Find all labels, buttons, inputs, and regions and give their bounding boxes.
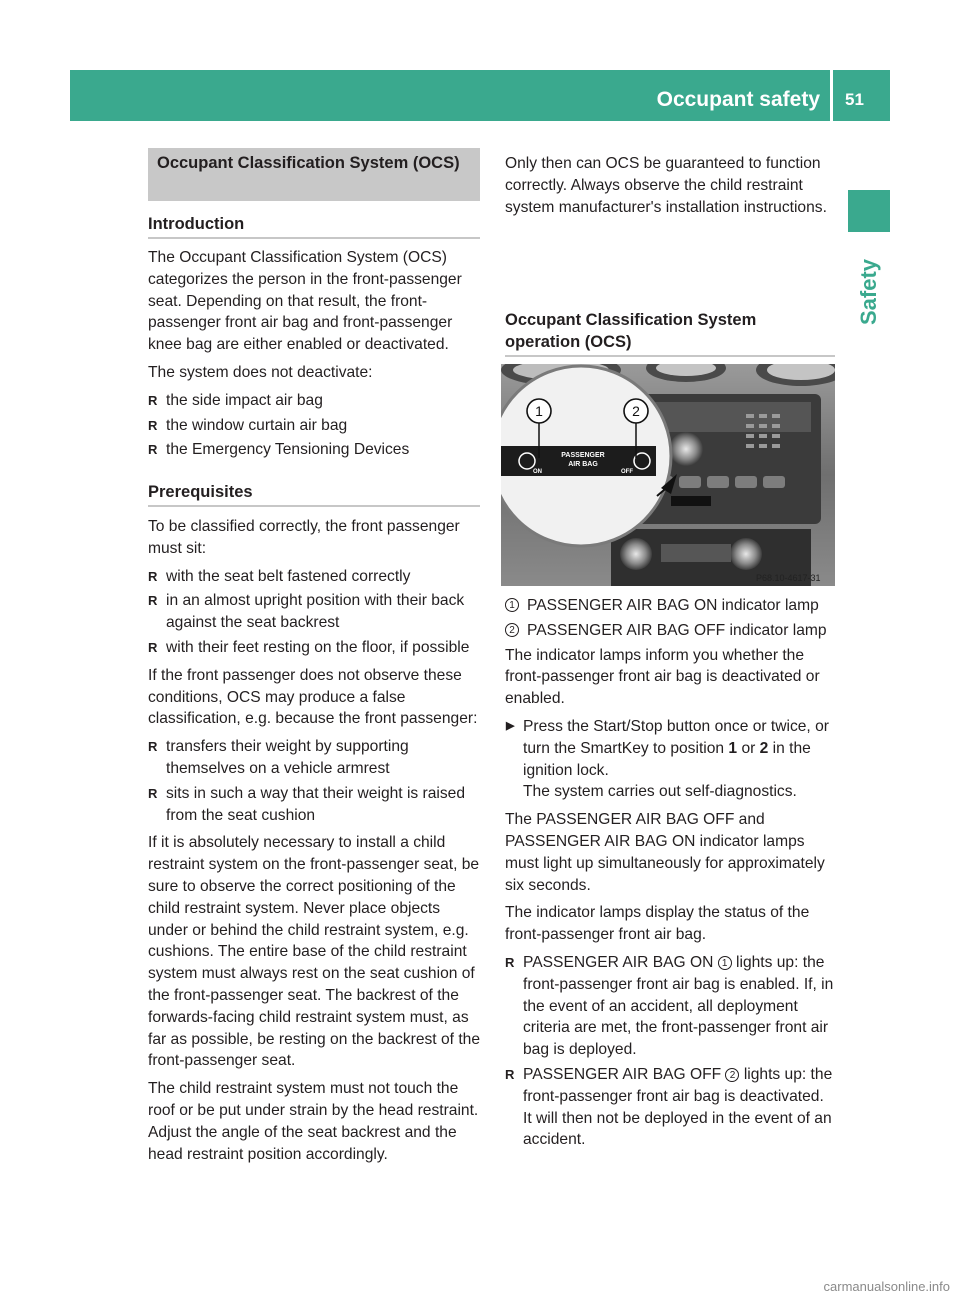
paragraph: The child restraint system must not touch the roof or be put under strain by the head restraint. Adjust the angle of the seat backrest and the head restraint position accordingly. (148, 1080, 479, 1163)
list-item: R transfers their weight by supporting themselves on a vehicle armrest (148, 738, 409, 777)
list-item: R the window curtain air bag (148, 415, 480, 437)
paragraph: The indicator lamps display the status of the front-passenger front air bag. (505, 904, 810, 944)
paragraph: To be classified correctly, the front passenger must sit: (148, 518, 460, 557)
step-item: ▶ Press the Start/Stop button once or twice, or turn the SmartKey to position 1 or 2 in the ignition lock. The system carries out self-diagnostics. (506, 717, 829, 801)
bullet-list (505, 952, 835, 1151)
bullet-icon: R (505, 954, 515, 970)
legend-item: 1 PASSENGER AIR BAG ON indicator lamp (505, 595, 835, 617)
list-item: R in an almost upright position with their back against the seat backrest (148, 592, 465, 632)
paragraph: The Occupant Classification System (OCS) categorizes the person in the front-passenger seat. Depending on that result, the front-passenger front air bag and front-passenger knee bag are either enabled or deactivated. (148, 249, 462, 354)
chapter-tab-label: Safety (856, 258, 881, 326)
step-arrow-icon: ▶ (506, 719, 515, 732)
bullet-icon: R (148, 568, 158, 584)
lamp-on-label: ON (533, 469, 542, 475)
image-code: P68.10-4617-31 (756, 573, 821, 583)
callout-2-icon: 2 (725, 1068, 739, 1082)
heading-prerequisites: Prerequisites (148, 483, 253, 501)
dashboard-photo (501, 364, 835, 586)
chapter-tab-marker (848, 190, 890, 232)
heading-introduction: Introduction (148, 215, 245, 233)
page-number: 51 (845, 90, 864, 109)
callout-2-icon: 2 (505, 623, 519, 637)
chapter-tab (847, 242, 891, 342)
bullet-icon: R (148, 417, 158, 433)
list-item: R PASSENGER AIR BAG ON 1 lights up: the front-passenger front air bag is enabled. If, in the event of an accident, all deployment criteria are met, the front-passenger front air bag is deployed. (505, 953, 834, 1059)
bullet-icon: R (148, 593, 158, 609)
paragraph: The indicator lamps inform you whether the front-passenger front air bag is deactivated or enabled. (505, 646, 820, 708)
list-item: R with the seat belt fastened correctly (148, 566, 480, 588)
list-item: R the side impact air bag (148, 390, 480, 412)
panel-label-top: PASSENGER (561, 452, 605, 459)
heading-rule (505, 355, 835, 357)
page-header-title: Occupant safety (656, 88, 820, 111)
step-list (505, 716, 835, 803)
bullet-icon: R (148, 392, 158, 408)
paragraph: The system does not deactivate: (148, 363, 373, 381)
callout-1-number: 1 (535, 403, 543, 419)
introduction-body (148, 247, 480, 467)
dashboard-illustration (501, 364, 835, 586)
bullet-list (148, 566, 480, 659)
list-item: R with their feet resting on the floor, if possible (148, 637, 480, 659)
paragraph: If it is absolutely necessary to install a child restraint system on the front-passenger seat, be sure to observe the correct positioning of the child restraint system. Never place objects under or behind the child restraint system, e.g. cushions. The entire base of the child restraint system must always rest on the seat cushion of the front-passenger seat. The backrest of the forwards-facing child restraint system must, as far as possible, be resting on the backrest of the front-passenger seat. (148, 834, 480, 1070)
bullet-icon: R (148, 739, 158, 755)
list-item: R the Emergency Tensioning Devices (148, 439, 480, 461)
header-divider (830, 70, 833, 121)
prerequisites-continued (505, 153, 835, 224)
list-item: R PASSENGER AIR BAG OFF 2 lights up: the front-passenger front air bag is deactivated. It will then not be deployed in the event of an accident. (505, 1065, 833, 1149)
bullet-icon: R (148, 442, 158, 458)
lamp-off-label: OFF (621, 469, 633, 475)
operation-body (505, 595, 835, 1157)
prerequisites-body (148, 516, 480, 1171)
section-title: Occupant Classification System (OCS) (157, 154, 460, 172)
heading-operation: Occupant Classification System operation (OCS) (505, 311, 757, 351)
panel-label-bottom: AIR BAG (568, 461, 598, 468)
bullet-list (148, 736, 480, 826)
list-item: R sits in such a way that their weight is raised from the seat cushion (148, 784, 466, 824)
footer-watermark: carmanualsonline.info (823, 1279, 950, 1294)
paragraph: If the front passenger does not observe these conditions, OCS may produce a false classification, e.g. because the front passenger: (148, 666, 478, 728)
bullet-icon: R (148, 639, 158, 655)
callout-2-number: 2 (632, 403, 640, 419)
callout-1-icon: 1 (718, 956, 732, 970)
bullet-list (148, 390, 480, 461)
paragraph: Only then can OCS be guaranteed to function correctly. Always observe the child restraint system manufacturer's installation instructions. (505, 155, 827, 216)
bullet-icon: R (505, 1066, 515, 1082)
callout-1-icon: 1 (505, 598, 519, 612)
step-result: The system carries out self-diagnostics. (523, 783, 797, 801)
paragraph: The PASSENGER AIR BAG OFF and PASSENGER AIR BAG ON indicator lamps must light up simultaneously for approximately six seconds. (505, 811, 825, 894)
bullet-icon: R (148, 785, 158, 801)
heading-rule (148, 237, 480, 239)
legend-item: 2 PASSENGER AIR BAG OFF indicator lamp (505, 620, 835, 642)
heading-rule (148, 505, 480, 507)
